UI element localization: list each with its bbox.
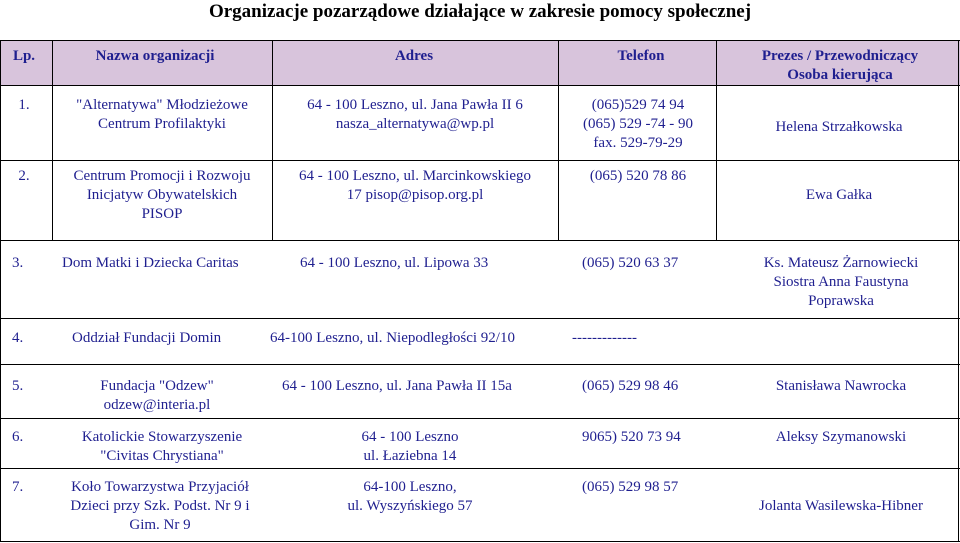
row-6-address-line-2: ul. Łaziebna 14	[363, 448, 457, 464]
row-5-lp: 5.	[12, 378, 24, 394]
row-3-president-line-2: Siostra Anna Faustyna	[773, 274, 909, 290]
row-7-phone: (065) 529 98 57	[582, 479, 679, 495]
row-4-lp: 4.	[12, 330, 24, 346]
row-5-name-line-2: odzew@interia.pl	[103, 397, 211, 413]
row-6-name-line-1: Katolickie Stowarzyszenie	[81, 429, 243, 445]
rule-row-4	[0, 364, 960, 365]
row-2-name-line-1: Centrum Promocji i Rozwoju	[73, 168, 251, 184]
row-7-name-line-1: Koło Towarzystwa Przyjaciół	[71, 479, 249, 495]
row-7-lp: 7.	[12, 479, 24, 495]
row-6-president: Aleksy Szymanowski	[775, 429, 907, 445]
row-2-name	[56, 167, 268, 224]
table-header	[0, 40, 960, 85]
header-president	[720, 47, 960, 85]
row-1-phone-line-3: fax. 529-79-29	[593, 135, 683, 151]
header-lp: Lp.	[12, 48, 36, 64]
rule-left	[0, 40, 1, 541]
rule-top	[0, 40, 960, 41]
row-1-name-line-2: Centrum Profilaktyki	[98, 116, 226, 132]
row-1-phone-line-2: (065) 529 -74 - 90	[583, 116, 693, 132]
row-2-lp: 2.	[18, 168, 30, 184]
rule-col-address	[558, 40, 559, 240]
row-1-lp: 1.	[18, 97, 30, 113]
row-5-name-line-1: Fundacja "Odzew"	[100, 378, 214, 394]
rule-bottom	[0, 541, 960, 542]
row-3-phone: (065) 520 63 37	[582, 255, 679, 271]
rule-row-6	[0, 468, 960, 469]
rule-row-1	[0, 160, 960, 161]
row-6-name-line-2: "Civitas Chrystiana"	[100, 448, 224, 464]
row-3-president	[726, 254, 956, 311]
row-7-address-line-2: ul. Wyszyńskiego 57	[347, 498, 473, 514]
row-6-lp: 6.	[12, 429, 24, 445]
row-1-address	[276, 96, 554, 134]
row-4-name: Oddział Fundacji Domin	[72, 330, 222, 346]
row-2-name-line-2: Inicjatyw Obywatelskich	[86, 187, 238, 203]
row-1-phone	[562, 96, 714, 153]
row-5-address: 64 - 100 Leszno, ul. Jana Pawła II 15a	[282, 378, 512, 394]
row-7-name-line-3: Gim. Nr 9	[129, 517, 191, 533]
row-2-phone	[562, 167, 714, 186]
row-1-phone-line-1: (065)529 74 94	[591, 97, 685, 113]
rule-row-2	[0, 240, 960, 241]
rule-row-3	[0, 318, 960, 319]
row-7-address-line-1: 64-100 Leszno,	[363, 479, 457, 495]
header-address: Adres	[394, 48, 434, 64]
row-2-address-line-2: 17 pisop@pisop.org.pl	[346, 187, 484, 203]
row-1-address-line-2: nasza_alternatywa@wp.pl	[335, 116, 495, 132]
row-3-president-line-3: Poprawska	[808, 293, 874, 309]
row-7-president: Jolanta Wasilewska-Hibner	[759, 498, 923, 514]
row-3-president-line-1: Ks. Mateusz Żarnowiecki	[763, 255, 919, 271]
row-5-name	[52, 377, 262, 415]
rule-header-bottom	[0, 85, 960, 86]
row-1-address-line-1: 64 - 100 Leszno, ul. Jana Pawła II 6	[307, 97, 523, 113]
row-4-address: 64-100 Leszno, ul. Niepodległości 92/10	[270, 330, 515, 346]
row-3-name: Dom Matki i Dziecka Caritas	[62, 255, 239, 271]
row-6-address-line-1: 64 - 100 Leszno	[361, 429, 459, 445]
header-name: Nazwa organizacji	[95, 48, 215, 64]
header-president-line-2: Osoba kierująca	[787, 67, 893, 83]
row-2-address-line-1: 64 - 100 Leszno, ul. Marcinkowskiego	[298, 168, 532, 184]
rule-row-5	[0, 418, 960, 419]
row-1-name	[56, 96, 268, 134]
row-6-address	[300, 428, 520, 466]
header-president-line-1: Prezes / Przewodniczący	[761, 48, 919, 64]
rule-col-phone	[716, 40, 717, 240]
row-3-address: 64 - 100 Leszno, ul. Lipowa 33	[300, 255, 489, 271]
row-6-name	[52, 428, 272, 466]
row-1-president: Helena Strzałkowska	[775, 119, 903, 135]
row-5-president: Stanisława Nawrocka	[775, 378, 907, 394]
header-phone: Telefon	[617, 48, 665, 64]
row-2-address	[276, 167, 554, 205]
row-1-name-line-1: "Alternatywa" Młodzieżowe	[76, 97, 248, 113]
rule-right	[958, 40, 959, 541]
document-title: Organizacje pozarządowe działające w zakresie pomocy społecznej	[208, 1, 752, 22]
row-3-lp: 3.	[12, 255, 24, 271]
row-5-phone: (065) 529 98 46	[582, 378, 679, 394]
row-2-name-line-3: PISOP	[141, 206, 183, 222]
rule-col-lp	[52, 40, 53, 240]
row-7-name-line-2: Dzieci przy Szk. Podst. Nr 9 i	[70, 498, 250, 514]
row-2-phone-line-1: (065) 520 78 86	[589, 168, 687, 184]
row-7-name	[52, 478, 268, 535]
row-2-president: Ewa Gałka	[805, 187, 873, 203]
rule-col-name	[272, 40, 273, 240]
row-4-phone: -------------	[572, 330, 637, 346]
row-7-address	[300, 478, 520, 516]
row-6-phone: 9065) 520 73 94	[582, 429, 681, 445]
